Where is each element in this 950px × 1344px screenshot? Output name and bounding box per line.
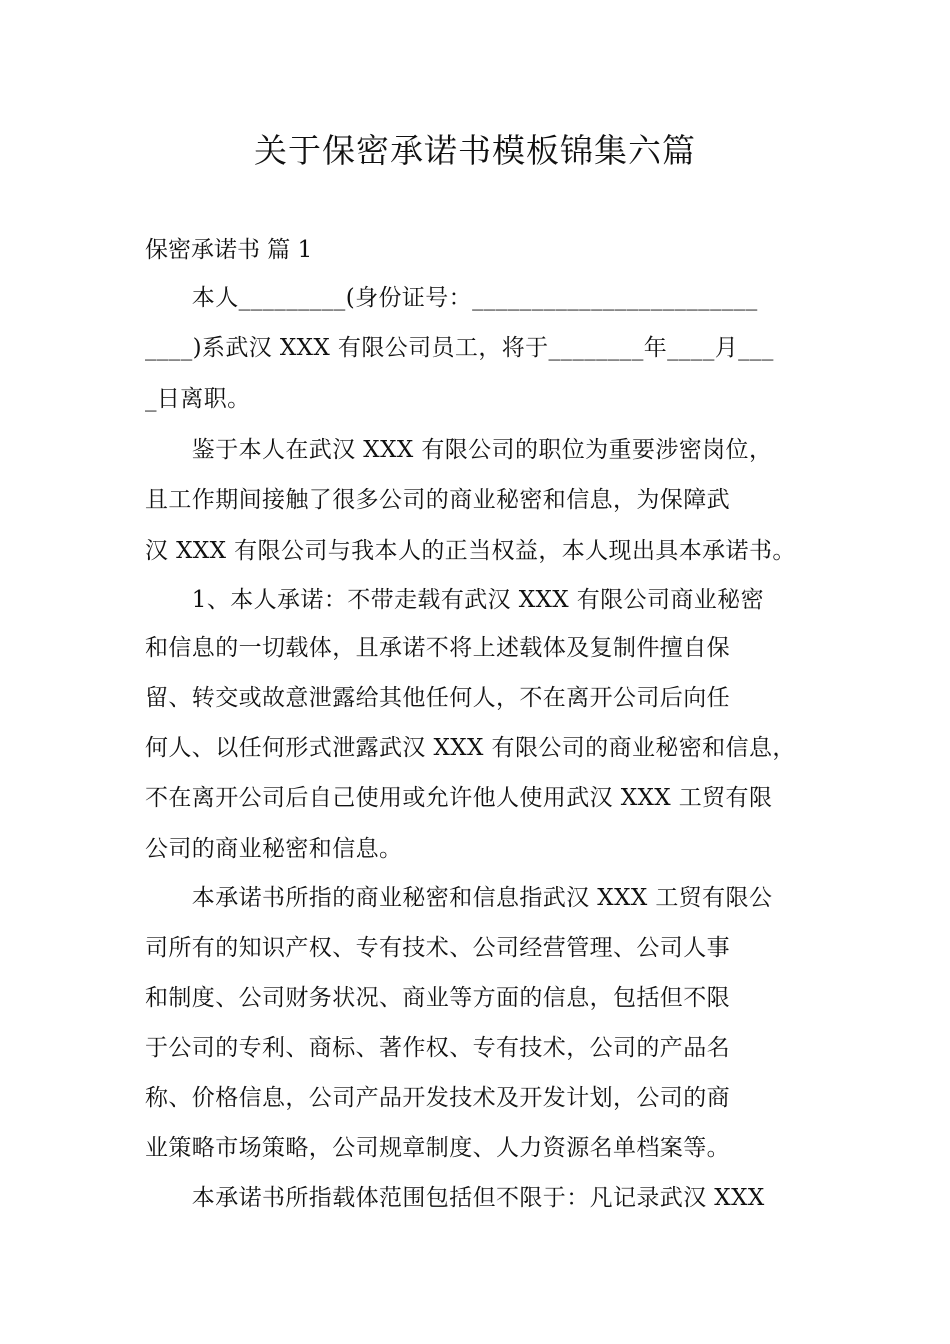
body-line: 和制度、公司财务状况、商业等方面的信息，包括但不限 (145, 985, 730, 1011)
body-line: 称、价格信息，公司产品开发技术及开发计划，公司的商 (145, 1085, 730, 1111)
body-line: 1、本人承诺：不带走载有武汉 XXX 有限公司商业秘密 (145, 587, 764, 613)
body-line: 本承诺书所指的商业秘密和信息指武汉 XXX 工贸有限公 (145, 885, 773, 911)
body-line: 且工作期间接触了很多公司的商业秘密和信息，为保障武 (145, 487, 730, 513)
body-line: 和信息的一切载体，且承诺不将上述载体及复制件擅自保 (145, 635, 730, 661)
body-line: 鉴于本人在武汉 XXX 有限公司的职位为重要涉密岗位， (145, 437, 773, 463)
body-line: 于公司的专利、商标、著作权、专有技术，公司的产品名 (145, 1035, 730, 1061)
document-title: 关于保密承诺书模板锦集六篇 (254, 131, 696, 170)
body-line: 本承诺书所指载体范围包括但不限于：凡记录武汉 XXX (145, 1185, 765, 1211)
body-line: 不在离开公司后自己使用或允许他人使用武汉 XXX 工贸有限 (145, 785, 773, 811)
body-line: ____)系武汉 XXX 有限公司员工，将于________年____月___ (145, 335, 774, 361)
body-line: 汉 XXX 有限公司与我本人的正当权益，本人现出具本承诺书。 (145, 538, 796, 564)
body-line: 本人_________(身份证号：________________________ (145, 285, 758, 311)
body-line: _日离职。 (145, 386, 251, 412)
body-line: 何人、以任何形式泄露武汉 XXX 有限公司的商业秘密和信息， (145, 735, 796, 761)
body-line: 公司的商业秘密和信息。 (145, 836, 403, 862)
body-line: 司所有的知识产权、专有技术、公司经营管理、公司人事 (145, 935, 730, 961)
section-heading: 保密承诺书 篇 1 (145, 237, 313, 263)
body-line: 业策略市场策略，公司规章制度、人力资源名单档案等。 (145, 1135, 730, 1161)
body-line: 留、转交或故意泄露给其他任何人，不在离开公司后向任 (145, 685, 730, 711)
